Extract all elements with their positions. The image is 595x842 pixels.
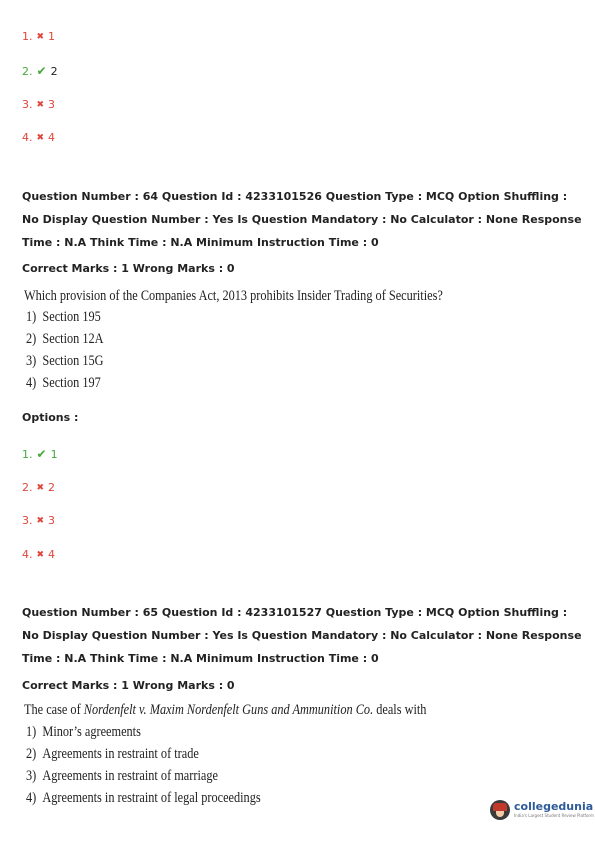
option-number: 3. [22, 514, 33, 527]
option-label: 3 [48, 514, 56, 527]
choice-text: Agreements in restraint of legal proceedings [42, 790, 261, 806]
q64-option-4 [22, 548, 55, 561]
q64-choice-2 [26, 331, 104, 348]
q65-meta: Question Number : 65 Question Id : 4233101527 Question Type : MCQ Option Shuffling : No Display Question Number : Yes Is Question Mandatory : No Calculator : None Response Time : N.A Think Time : N.A Minimum Instruction Time : 0 [22, 606, 582, 665]
option-number: 1. [22, 30, 33, 43]
check-icon: ✔ [36, 64, 47, 78]
option-number: 4. [22, 548, 33, 561]
option-label: 2 [50, 64, 58, 78]
option-number: 2. [22, 64, 33, 78]
q64-choice-3 [26, 353, 104, 370]
q64-option-1 [22, 447, 58, 461]
option-label: 1 [48, 30, 56, 43]
option-number: 4. [22, 131, 33, 144]
prev-option-1 [22, 30, 55, 43]
choice-number: 2) [26, 331, 37, 347]
choice-number: 4) [26, 790, 37, 806]
q65-marks: Correct Marks : 1 Wrong Marks : 0 [22, 679, 235, 692]
choice-text: Minor’s agreements [42, 724, 141, 740]
cross-icon: ✖ [36, 99, 45, 110]
prev-option-2 [22, 64, 58, 78]
logo-icon [490, 800, 510, 820]
q65-choice-2 [26, 746, 199, 763]
choice-number: 1) [26, 309, 37, 325]
choice-number: 1) [26, 724, 37, 740]
q64-choice-4 [26, 375, 101, 392]
collegedunia-logo [490, 800, 594, 820]
q65-choice-4 [26, 790, 261, 807]
option-label: 3 [48, 98, 56, 111]
prev-option-4 [22, 131, 55, 144]
choice-number: 3) [26, 353, 37, 369]
option-label: 2 [48, 481, 56, 494]
q64-marks: Correct Marks : 1 Wrong Marks : 0 [22, 262, 235, 275]
cross-icon: ✖ [36, 549, 45, 560]
q64-question: Which provision of the Companies Act, 2013 prohibits Insider Trading of Securities? [24, 288, 443, 304]
q64-option-2 [22, 481, 55, 494]
prev-option-3 [22, 98, 55, 111]
question-suffix: deals with [373, 702, 427, 718]
q65-question [24, 702, 426, 719]
q65-choice-3 [26, 768, 218, 785]
logo-name: collegedunia [514, 800, 594, 813]
choice-text: Section 15G [42, 353, 104, 369]
choice-number: 2) [26, 746, 37, 762]
q65-choice-1 [26, 724, 141, 741]
check-icon: ✔ [36, 447, 47, 461]
q64-option-3 [22, 514, 55, 527]
choice-text: Section 195 [42, 309, 101, 325]
choice-number: 3) [26, 768, 37, 784]
options-label: Options : [22, 411, 79, 424]
question-prefix: The case of [24, 702, 84, 718]
cross-icon: ✖ [36, 132, 45, 143]
choice-text: Agreements in restraint of marriage [42, 768, 218, 784]
option-number: 3. [22, 98, 33, 111]
q64-choice-1 [26, 309, 101, 326]
option-number: 2. [22, 481, 33, 494]
q64-meta: Question Number : 64 Question Id : 4233101526 Question Type : MCQ Option Shuffling : No Display Question Number : Yes Is Question Mandatory : No Calculator : None Response Time : N.A Think Time : N.A Minimum Instruction Time : 0 [22, 190, 582, 249]
option-label: 4 [48, 131, 56, 144]
option-number: 1. [22, 447, 33, 461]
choice-text: Agreements in restraint of trade [42, 746, 199, 762]
option-label: 4 [48, 548, 56, 561]
choice-text: Section 12A [42, 331, 104, 347]
choice-number: 4) [26, 375, 37, 391]
case-name: Nordenfelt v. Maxim Nordenfelt Guns and Ammunition Co. [83, 702, 374, 718]
cross-icon: ✖ [36, 482, 45, 493]
option-label: 1 [50, 447, 58, 461]
logo-tagline: India's Largest Student Review Platform [514, 813, 594, 818]
cross-icon: ✖ [36, 31, 45, 42]
choice-text: Section 197 [42, 375, 101, 391]
cross-icon: ✖ [36, 515, 45, 526]
